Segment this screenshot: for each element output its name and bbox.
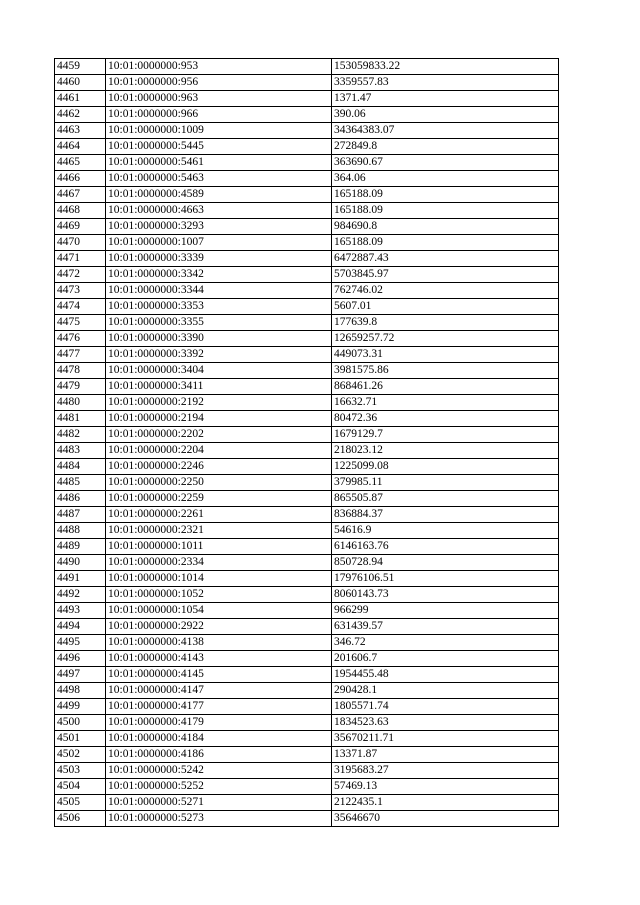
table-row	[55, 427, 559, 443]
table-row	[55, 395, 559, 411]
row-number-cell: 4469	[55, 219, 106, 235]
table-body	[55, 59, 559, 827]
cadastral-number-cell: 10:01:0000000:3353	[106, 299, 332, 315]
table-row	[55, 699, 559, 715]
table-row	[55, 107, 559, 123]
row-number-cell: 4486	[55, 491, 106, 507]
table-row	[55, 443, 559, 459]
table-row	[55, 779, 559, 795]
cadastral-number-cell: 10:01:0000000:5242	[106, 763, 332, 779]
row-number-cell: 4504	[55, 779, 106, 795]
table-row	[55, 59, 559, 75]
amount-cell: 364.06	[332, 171, 559, 187]
cadastral-number-cell: 10:01:0000000:3411	[106, 379, 332, 395]
amount-cell: 16632.71	[332, 395, 559, 411]
row-number-cell: 4465	[55, 155, 106, 171]
row-number-cell: 4494	[55, 619, 106, 635]
row-number-cell: 4489	[55, 539, 106, 555]
row-number-cell: 4485	[55, 475, 106, 491]
table-row	[55, 155, 559, 171]
amount-cell: 631439.57	[332, 619, 559, 635]
amount-cell: 865505.87	[332, 491, 559, 507]
cadastral-number-cell: 10:01:0000000:2202	[106, 427, 332, 443]
amount-cell: 165188.09	[332, 187, 559, 203]
row-number-cell: 4467	[55, 187, 106, 203]
cadastral-number-cell: 10:01:0000000:1011	[106, 539, 332, 555]
row-number-cell: 4498	[55, 683, 106, 699]
table-row	[55, 555, 559, 571]
amount-cell: 35646670	[332, 811, 559, 827]
row-number-cell: 4482	[55, 427, 106, 443]
row-number-cell: 4502	[55, 747, 106, 763]
amount-cell: 449073.31	[332, 347, 559, 363]
cadastral-number-cell: 10:01:0000000:3392	[106, 347, 332, 363]
amount-cell: 54616.9	[332, 523, 559, 539]
table-row	[55, 811, 559, 827]
amount-cell: 6146163.76	[332, 539, 559, 555]
table-row	[55, 283, 559, 299]
row-number-cell: 4488	[55, 523, 106, 539]
amount-cell: 3359557.83	[332, 75, 559, 91]
row-number-cell: 4473	[55, 283, 106, 299]
cadastral-number-cell: 10:01:0000000:2246	[106, 459, 332, 475]
cadastral-number-cell: 10:01:0000000:953	[106, 59, 332, 75]
table-row	[55, 587, 559, 603]
cadastral-number-cell: 10:01:0000000:956	[106, 75, 332, 91]
cadastral-number-cell: 10:01:0000000:3339	[106, 251, 332, 267]
amount-cell: 290428.1	[332, 683, 559, 699]
row-number-cell: 4492	[55, 587, 106, 603]
amount-cell: 3195683.27	[332, 763, 559, 779]
cadastral-number-cell: 10:01:0000000:3355	[106, 315, 332, 331]
amount-cell: 762746.02	[332, 283, 559, 299]
row-number-cell: 4496	[55, 651, 106, 667]
row-number-cell: 4500	[55, 715, 106, 731]
table-row	[55, 459, 559, 475]
cadastral-number-cell: 10:01:0000000:3390	[106, 331, 332, 347]
table-row	[55, 715, 559, 731]
row-number-cell: 4464	[55, 139, 106, 155]
amount-cell: 850728.94	[332, 555, 559, 571]
row-number-cell: 4478	[55, 363, 106, 379]
cadastral-number-cell: 10:01:0000000:2192	[106, 395, 332, 411]
amount-cell: 13371.87	[332, 747, 559, 763]
row-number-cell: 4491	[55, 571, 106, 587]
amount-cell: 363690.67	[332, 155, 559, 171]
cadastral-number-cell: 10:01:0000000:1014	[106, 571, 332, 587]
table-row	[55, 747, 559, 763]
row-number-cell: 4483	[55, 443, 106, 459]
amount-cell: 165188.09	[332, 203, 559, 219]
table-row	[55, 267, 559, 283]
row-number-cell: 4484	[55, 459, 106, 475]
row-number-cell: 4499	[55, 699, 106, 715]
amount-cell: 80472.36	[332, 411, 559, 427]
data-table	[54, 58, 559, 827]
table-row	[55, 363, 559, 379]
row-number-cell: 4474	[55, 299, 106, 315]
table-row	[55, 331, 559, 347]
amount-cell: 5703845.97	[332, 267, 559, 283]
cadastral-number-cell: 10:01:0000000:5273	[106, 811, 332, 827]
cadastral-number-cell: 10:01:0000000:2261	[106, 507, 332, 523]
cadastral-number-cell: 10:01:0000000:966	[106, 107, 332, 123]
cadastral-number-cell: 10:01:0000000:3293	[106, 219, 332, 235]
row-number-cell: 4490	[55, 555, 106, 571]
row-number-cell: 4460	[55, 75, 106, 91]
cadastral-number-cell: 10:01:0000000:1009	[106, 123, 332, 139]
cadastral-number-cell: 10:01:0000000:4145	[106, 667, 332, 683]
amount-cell: 272849.8	[332, 139, 559, 155]
cadastral-number-cell: 10:01:0000000:2922	[106, 619, 332, 635]
table-row	[55, 171, 559, 187]
row-number-cell: 4480	[55, 395, 106, 411]
amount-cell: 1679129.7	[332, 427, 559, 443]
row-number-cell: 4468	[55, 203, 106, 219]
table-row	[55, 139, 559, 155]
cadastral-number-cell: 10:01:0000000:2204	[106, 443, 332, 459]
table-row	[55, 651, 559, 667]
table-row	[55, 603, 559, 619]
row-number-cell: 4487	[55, 507, 106, 523]
table-row	[55, 203, 559, 219]
cadastral-number-cell: 10:01:0000000:4147	[106, 683, 332, 699]
row-number-cell: 4503	[55, 763, 106, 779]
table-row	[55, 475, 559, 491]
cadastral-number-cell: 10:01:0000000:2334	[106, 555, 332, 571]
table-row	[55, 571, 559, 587]
cadastral-number-cell: 10:01:0000000:5271	[106, 795, 332, 811]
cadastral-number-cell: 10:01:0000000:5463	[106, 171, 332, 187]
cadastral-number-cell: 10:01:0000000:4589	[106, 187, 332, 203]
amount-cell: 12659257.72	[332, 331, 559, 347]
cadastral-number-cell: 10:01:0000000:3404	[106, 363, 332, 379]
cadastral-number-cell: 10:01:0000000:1054	[106, 603, 332, 619]
cadastral-number-cell: 10:01:0000000:1007	[106, 235, 332, 251]
row-number-cell: 4472	[55, 267, 106, 283]
table-row	[55, 795, 559, 811]
table-row	[55, 235, 559, 251]
cadastral-number-cell: 10:01:0000000:5252	[106, 779, 332, 795]
amount-cell: 1225099.08	[332, 459, 559, 475]
table-row	[55, 619, 559, 635]
table-row	[55, 491, 559, 507]
amount-cell: 1805571.74	[332, 699, 559, 715]
row-number-cell: 4475	[55, 315, 106, 331]
row-number-cell: 4493	[55, 603, 106, 619]
row-number-cell: 4459	[55, 59, 106, 75]
cadastral-number-cell: 10:01:0000000:4138	[106, 635, 332, 651]
row-number-cell: 4506	[55, 811, 106, 827]
cadastral-number-cell: 10:01:0000000:4179	[106, 715, 332, 731]
row-number-cell: 4495	[55, 635, 106, 651]
table-row	[55, 251, 559, 267]
row-number-cell: 4471	[55, 251, 106, 267]
amount-cell: 165188.09	[332, 235, 559, 251]
cadastral-number-cell: 10:01:0000000:5461	[106, 155, 332, 171]
amount-cell: 5607.01	[332, 299, 559, 315]
row-number-cell: 4497	[55, 667, 106, 683]
cadastral-number-cell: 10:01:0000000:4663	[106, 203, 332, 219]
table-row	[55, 347, 559, 363]
cadastral-number-cell: 10:01:0000000:2321	[106, 523, 332, 539]
amount-cell: 218023.12	[332, 443, 559, 459]
row-number-cell: 4461	[55, 91, 106, 107]
row-number-cell: 4477	[55, 347, 106, 363]
cadastral-number-cell: 10:01:0000000:4186	[106, 747, 332, 763]
row-number-cell: 4470	[55, 235, 106, 251]
table-row	[55, 379, 559, 395]
cadastral-number-cell: 10:01:0000000:2250	[106, 475, 332, 491]
amount-cell: 966299	[332, 603, 559, 619]
cadastral-number-cell: 10:01:0000000:3344	[106, 283, 332, 299]
amount-cell: 8060143.73	[332, 587, 559, 603]
cadastral-number-cell: 10:01:0000000:3342	[106, 267, 332, 283]
table-row	[55, 315, 559, 331]
amount-cell: 836884.37	[332, 507, 559, 523]
amount-cell: 17976106.51	[332, 571, 559, 587]
table-row	[55, 411, 559, 427]
row-number-cell: 4505	[55, 795, 106, 811]
row-number-cell: 4463	[55, 123, 106, 139]
amount-cell: 201606.7	[332, 651, 559, 667]
amount-cell: 346.72	[332, 635, 559, 651]
cadastral-number-cell: 10:01:0000000:2194	[106, 411, 332, 427]
cadastral-number-cell: 10:01:0000000:2259	[106, 491, 332, 507]
table-row	[55, 635, 559, 651]
amount-cell: 1834523.63	[332, 715, 559, 731]
table-row	[55, 683, 559, 699]
table-row	[55, 763, 559, 779]
table-row	[55, 507, 559, 523]
amount-cell: 153059833.22	[332, 59, 559, 75]
amount-cell: 1954455.48	[332, 667, 559, 683]
row-number-cell: 4481	[55, 411, 106, 427]
amount-cell: 57469.13	[332, 779, 559, 795]
row-number-cell: 4501	[55, 731, 106, 747]
cadastral-number-cell: 10:01:0000000:4143	[106, 651, 332, 667]
cadastral-number-cell: 10:01:0000000:4177	[106, 699, 332, 715]
row-number-cell: 4479	[55, 379, 106, 395]
table-row	[55, 667, 559, 683]
table-row	[55, 299, 559, 315]
amount-cell: 34364383.07	[332, 123, 559, 139]
table-row	[55, 523, 559, 539]
row-number-cell: 4466	[55, 171, 106, 187]
table-row	[55, 123, 559, 139]
row-number-cell: 4476	[55, 331, 106, 347]
amount-cell: 2122435.1	[332, 795, 559, 811]
cadastral-number-cell: 10:01:0000000:1052	[106, 587, 332, 603]
table-row	[55, 187, 559, 203]
cadastral-number-cell: 10:01:0000000:963	[106, 91, 332, 107]
cadastral-number-cell: 10:01:0000000:5445	[106, 139, 332, 155]
table-row	[55, 75, 559, 91]
table-row	[55, 731, 559, 747]
table-row	[55, 91, 559, 107]
amount-cell: 3981575.86	[332, 363, 559, 379]
row-number-cell: 4462	[55, 107, 106, 123]
table-row	[55, 539, 559, 555]
amount-cell: 1371.47	[332, 91, 559, 107]
amount-cell: 177639.8	[332, 315, 559, 331]
table-row	[55, 219, 559, 235]
cadastral-number-cell: 10:01:0000000:4184	[106, 731, 332, 747]
amount-cell: 984690.8	[332, 219, 559, 235]
amount-cell: 379985.11	[332, 475, 559, 491]
amount-cell: 35670211.71	[332, 731, 559, 747]
amount-cell: 868461.26	[332, 379, 559, 395]
amount-cell: 390.06	[332, 107, 559, 123]
amount-cell: 6472887.43	[332, 251, 559, 267]
